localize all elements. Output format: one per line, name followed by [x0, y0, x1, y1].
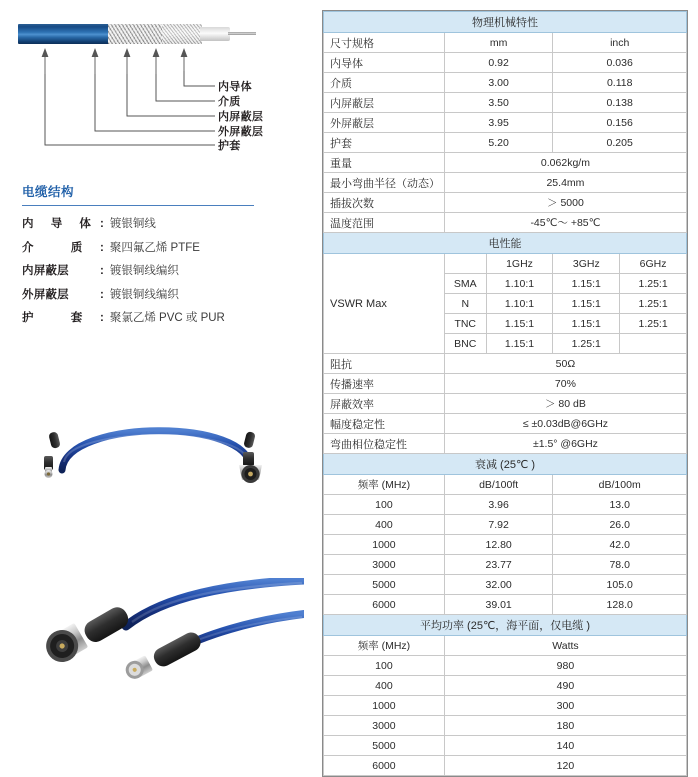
row-label: 温度范围: [324, 213, 445, 233]
vswr-freq-6ghz: 6GHz: [620, 254, 687, 274]
row-value: ≤ ±0.03dB@6GHz: [444, 414, 686, 434]
structure-colon: :: [100, 312, 104, 324]
structure-value: 聚氯乙烯 PVC 或 PUR: [109, 312, 225, 324]
table-row: [324, 153, 687, 173]
structure-row: [22, 286, 294, 302]
section-header-row: [324, 12, 687, 33]
vswr-value: 1.25:1: [620, 314, 687, 334]
value-db100m: 78.0: [553, 555, 687, 575]
table-row: [324, 716, 687, 736]
structure-key: 内屏蔽层: [22, 265, 69, 277]
vswr-value-empty: [620, 334, 687, 354]
value-db100ft: 32.00: [444, 575, 553, 595]
value-mm: 3.00: [444, 73, 553, 93]
row-label: 最小弯曲半径（动态）: [324, 173, 445, 193]
section-title-electrical: 电性能: [324, 233, 687, 254]
row-label: 内屏蔽层: [324, 93, 445, 113]
structure-row: [22, 215, 294, 231]
vswr-freq-3ghz: 3GHz: [553, 254, 620, 274]
vswr-connector-header: [444, 254, 486, 274]
structure-row: [22, 239, 294, 255]
vswr-value: 1.10:1: [486, 274, 553, 294]
value-frequency: 6000: [324, 756, 445, 776]
table-row: [324, 656, 687, 676]
col-header-frequency: 频率 (MHz): [324, 475, 445, 495]
column-header-row: [324, 636, 687, 656]
value-inch: 0.036: [553, 53, 687, 73]
structure-key: 介 质: [22, 241, 100, 254]
value-db100ft: 3.96: [444, 495, 553, 515]
value-inch: 0.118: [553, 73, 687, 93]
table-row: [324, 173, 687, 193]
cable-cutaway-diagram: [18, 24, 236, 44]
value-watts: 490: [444, 676, 686, 696]
section-title-power: 平均功率 (25℃，海平面，仅电缆 ): [324, 615, 687, 636]
vswr-value: 1.25:1: [620, 274, 687, 294]
value-db100ft: 7.92: [444, 515, 553, 535]
table-row: [324, 193, 687, 213]
table-row: [324, 495, 687, 515]
callout-label-jacket: 护套: [218, 140, 241, 152]
table-row: [324, 595, 687, 615]
row-value: ±1.5° @6GHz: [444, 434, 686, 454]
vswr-freq-1ghz: 1GHz: [486, 254, 553, 274]
col-header-watts: Watts: [444, 636, 686, 656]
value-frequency: 5000: [324, 736, 445, 756]
column-header-row: [324, 475, 687, 495]
value-frequency: 5000: [324, 575, 445, 595]
section-header-row: [324, 233, 687, 254]
table-row: [324, 53, 687, 73]
value-watts: 140: [444, 736, 686, 756]
value-frequency: 400: [324, 676, 445, 696]
value-watts: 980: [444, 656, 686, 676]
callout-group: [0, 44, 318, 154]
structure-key: 外屏蔽层: [22, 288, 69, 301]
connector-closeup-photo: [14, 578, 304, 728]
structure-row: [22, 262, 294, 278]
vswr-value: 1.15:1: [553, 294, 620, 314]
vswr-value: 1.15:1: [486, 314, 553, 334]
row-label: 护套: [324, 133, 445, 153]
structure-value: 镀银铜线编织: [109, 265, 179, 277]
jacket-layer: [18, 24, 110, 44]
row-value: 50Ω: [444, 354, 686, 374]
table-row: [324, 414, 687, 434]
structure-value: 镀银铜线编织: [109, 288, 179, 301]
section-header-row: [324, 454, 687, 475]
structure-colon: :: [100, 265, 104, 277]
vswr-value: 1.25:1: [553, 334, 620, 354]
value-db100m: 128.0: [553, 595, 687, 615]
value-frequency: 3000: [324, 555, 445, 575]
col-header-dimension: 尺寸规格: [324, 33, 445, 53]
col-header-db100m: dB/100m: [553, 475, 687, 495]
vswr-value: 1.15:1: [486, 334, 553, 354]
structure-value: 聚四氟乙烯 PTFE: [109, 241, 200, 254]
table-row: [324, 575, 687, 595]
value-watts: 180: [444, 716, 686, 736]
callout-label-outer-shield: 外屏蔽层: [218, 126, 264, 138]
row-label: 外屏蔽层: [324, 113, 445, 133]
value-mm: 0.92: [444, 53, 553, 73]
vswr-value: 1.15:1: [553, 314, 620, 334]
row-value: -45℃～ +85℃: [444, 213, 686, 233]
vswr-connector: BNC: [444, 334, 486, 354]
table-row: [324, 73, 687, 93]
row-label: 内导体: [324, 53, 445, 73]
row-value: ＞ 5000: [444, 193, 686, 213]
value-frequency: 1000: [324, 535, 445, 555]
outer-shield-braid-layer: [108, 24, 164, 44]
row-value: 0.062kg/m: [444, 153, 686, 173]
table-row: [324, 93, 687, 113]
structure-row: [22, 309, 294, 325]
value-db100m: 42.0: [553, 535, 687, 555]
value-inch: 0.156: [553, 113, 687, 133]
structure-colon: :: [100, 241, 104, 254]
row-label: 介质: [324, 73, 445, 93]
row-label: 插拔次数: [324, 193, 445, 213]
structure-colon: :: [100, 288, 104, 301]
section-title-attenuation: 衰减 (25℃ ): [324, 454, 687, 475]
row-label: 传播速率: [324, 374, 445, 394]
vswr-value: 1.15:1: [553, 274, 620, 294]
vswr-freq-header-row: [324, 254, 687, 274]
cable-assembly-photo: [14, 412, 304, 572]
value-frequency: 3000: [324, 716, 445, 736]
value-mm: 3.95: [444, 113, 553, 133]
dielectric-layer: [200, 27, 230, 41]
cable-structure-divider: [22, 205, 254, 206]
value-frequency: 1000: [324, 696, 445, 716]
cable-structure-block: [22, 182, 294, 333]
table-row: [324, 113, 687, 133]
row-label: 幅度稳定性: [324, 414, 445, 434]
value-mm: 3.50: [444, 93, 553, 113]
structure-key: 护 套: [22, 312, 100, 324]
section-header-row: [324, 615, 687, 636]
value-db100ft: 12.80: [444, 535, 553, 555]
table-row: [324, 354, 687, 374]
value-db100m: 26.0: [553, 515, 687, 535]
vswr-max-label: VSWR Max: [324, 254, 445, 354]
vswr-connector: N: [444, 294, 486, 314]
value-watts: 300: [444, 696, 686, 716]
value-frequency: 100: [324, 495, 445, 515]
value-db100m: 13.0: [553, 495, 687, 515]
table-row: [324, 213, 687, 233]
value-frequency: 100: [324, 656, 445, 676]
table-row: [324, 535, 687, 555]
vswr-value: 1.25:1: [620, 294, 687, 314]
value-watts: 120: [444, 756, 686, 776]
left-column: [0, 0, 318, 731]
row-label: 屏蔽效率: [324, 394, 445, 414]
value-frequency: 400: [324, 515, 445, 535]
table-row: [324, 676, 687, 696]
col-header-db100ft: dB/100ft: [444, 475, 553, 495]
row-label: 阻抗: [324, 354, 445, 374]
value-db100m: 105.0: [553, 575, 687, 595]
row-value: ＞ 80 dB: [444, 394, 686, 414]
row-value: 70%: [444, 374, 686, 394]
column-header-row: [324, 33, 687, 53]
structure-key: 内 导 体: [22, 218, 98, 230]
value-db100ft: 23.77: [444, 555, 553, 575]
inner-shield-braid-layer: [162, 24, 202, 44]
row-label: 重量: [324, 153, 445, 173]
row-value: 25.4mm: [444, 173, 686, 193]
inner-conductor-layer: [228, 32, 256, 35]
value-inch: 0.138: [553, 93, 687, 113]
value-inch: 0.205: [553, 133, 687, 153]
section-title-mechanical: 物理机械特性: [324, 12, 687, 33]
vswr-connector: TNC: [444, 314, 486, 334]
structure-value: 镀银铜线: [109, 218, 156, 230]
table-row: [324, 133, 687, 153]
callout-label-inner-conductor: 内导体: [218, 81, 252, 93]
value-mm: 5.20: [444, 133, 553, 153]
callout-label-dielectric: 介质: [218, 96, 241, 108]
table-row: [324, 434, 687, 454]
value-db100ft: 39.01: [444, 595, 553, 615]
col-header-frequency: 频率 (MHz): [324, 636, 445, 656]
cable-structure-title: 电缆结构: [22, 185, 75, 199]
vswr-value: 1.10:1: [486, 294, 553, 314]
vswr-connector: SMA: [444, 274, 486, 294]
table-row: [324, 736, 687, 756]
table-row: [324, 555, 687, 575]
col-header-mm: mm: [444, 33, 553, 53]
callout-label-inner-shield: 内屏蔽层: [218, 111, 264, 123]
value-frequency: 6000: [324, 595, 445, 615]
col-header-inch: inch: [553, 33, 687, 53]
callout-leader-lines: [0, 44, 318, 154]
table-row: [324, 756, 687, 776]
row-label: 弯曲相位稳定性: [324, 434, 445, 454]
table-row: [324, 696, 687, 716]
table-row: [324, 394, 687, 414]
structure-colon: :: [100, 218, 104, 230]
table-row: [324, 374, 687, 394]
specification-table: [322, 10, 688, 777]
table-row: [324, 515, 687, 535]
